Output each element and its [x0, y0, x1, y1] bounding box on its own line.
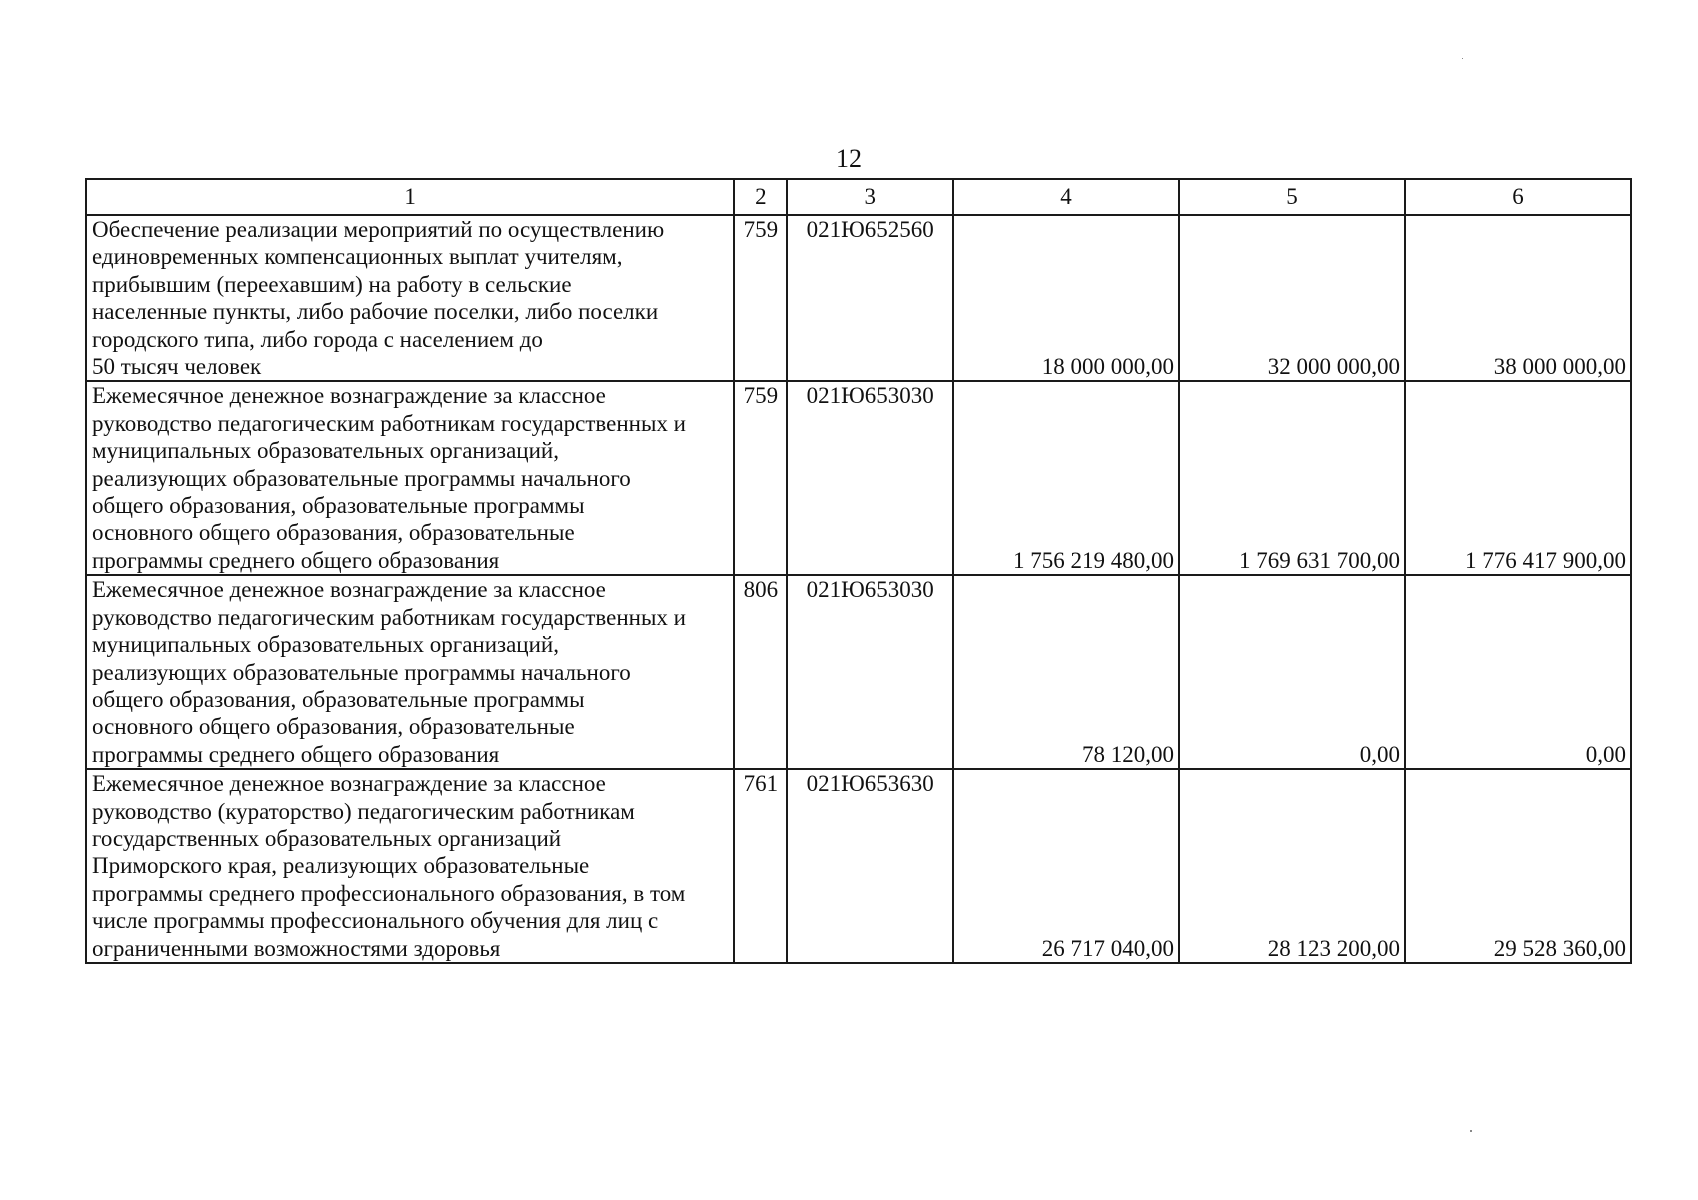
page-number: 12	[836, 144, 862, 173]
amount-col-6-cell: 0,00	[1405, 575, 1631, 769]
amount-col-5-cell: 0,00	[1179, 575, 1405, 769]
expense-name-line: населенные пункты, либо рабочие поселки, либо поселки	[92, 299, 659, 325]
expense-name-line: прибывшим (переехавшим) на работу в сельские	[92, 271, 572, 297]
expense-name-line: руководство педагогическим работникам государственных и	[92, 410, 686, 436]
target-article-code-cell: 021Ю653030	[787, 381, 953, 575]
expense-name-line: муниципальных образовательных организаций,	[92, 438, 559, 464]
header-row	[86, 179, 1631, 215]
expense-name-line: общего образования, образовательные программы	[92, 686, 585, 712]
expense-name-line: Обеспечение реализации мероприятий по осуществлению	[92, 217, 665, 242]
expense-name-line: программы среднего общего образования	[92, 547, 500, 573]
amount-col-4-cell: 26 717 040,00	[953, 769, 1179, 963]
department-code-cell: 806	[734, 575, 787, 769]
expense-name-line: Ежемесячное денежное вознаграждение за классное	[92, 577, 606, 603]
expense-name-line: ограниченными возможностями здоровья	[92, 935, 501, 961]
expense-name-line: основного общего образования, образовательные	[92, 520, 575, 546]
column-header-4: 4	[953, 179, 1179, 215]
table-row	[86, 381, 1631, 575]
expense-name-line: городского типа, либо города с населением до	[92, 326, 543, 352]
column-header-3: 3	[787, 179, 953, 215]
amount-col-6-cell: 29 528 360,00	[1405, 769, 1631, 963]
table-row	[86, 215, 1631, 381]
scan-speck	[1462, 58, 1463, 59]
budget-table	[85, 178, 1632, 964]
expense-name-line: Ежемесячное денежное вознаграждение за классное	[92, 771, 606, 797]
expense-name-line: реализующих образовательные программы начального	[92, 659, 631, 685]
expense-name-cell	[86, 575, 734, 769]
expense-name-line: программы среднего профессионального образования, в том	[92, 880, 686, 906]
expense-name-line: Приморского края, реализующих образовательные	[92, 853, 590, 879]
amount-col-6-cell: 1 776 417 900,00	[1405, 381, 1631, 575]
expense-name-line: 50 тысяч человек	[92, 354, 262, 380]
column-header-6: 6	[1405, 179, 1631, 215]
scan-speck	[1470, 1130, 1472, 1132]
expense-name-line: единовременных компенсационных выплат учителям,	[92, 244, 623, 270]
amount-col-5-cell: 1 769 631 700,00	[1179, 381, 1405, 575]
column-header-2: 2	[734, 179, 787, 215]
department-code-cell: 759	[734, 381, 787, 575]
department-code-cell: 761	[734, 769, 787, 963]
amount-col-4-cell: 1 756 219 480,00	[953, 381, 1179, 575]
target-article-code-cell: 021Ю653630	[787, 769, 953, 963]
expense-name-line: числе программы профессионального обучения для лиц с	[92, 908, 659, 934]
table-row	[86, 769, 1631, 963]
expense-name-cell	[86, 381, 734, 575]
column-header-1: 1	[86, 179, 734, 215]
column-header-5: 5	[1179, 179, 1405, 215]
target-article-code-cell: 021Ю652560	[787, 215, 953, 381]
expense-name-cell	[86, 769, 734, 963]
amount-col-4-cell: 18 000 000,00	[953, 215, 1179, 381]
expense-name-line: реализующих образовательные программы начального	[92, 465, 631, 491]
amount-col-6-cell: 38 000 000,00	[1405, 215, 1631, 381]
amount-col-5-cell: 32 000 000,00	[1179, 215, 1405, 381]
expense-name-line: программы среднего общего образования	[92, 741, 500, 767]
expense-name-line: общего образования, образовательные программы	[92, 493, 585, 519]
table-row	[86, 575, 1631, 769]
expense-name-line: основного общего образования, образовательные	[92, 714, 575, 740]
expense-name-line: руководство (кураторство) педагогическим работникам	[92, 798, 635, 824]
amount-col-4-cell: 78 120,00	[953, 575, 1179, 769]
expense-name-line: руководство педагогическим работникам государственных и	[92, 604, 686, 630]
expense-name-line: муниципальных образовательных организаций,	[92, 632, 559, 658]
department-code-cell: 759	[734, 215, 787, 381]
amount-col-5-cell: 28 123 200,00	[1179, 769, 1405, 963]
expense-name-line: государственных образовательных организаций	[92, 825, 562, 851]
expense-name-line: Ежемесячное денежное вознаграждение за классное	[92, 383, 606, 409]
expense-name-cell	[86, 215, 734, 381]
target-article-code-cell: 021Ю653030	[787, 575, 953, 769]
